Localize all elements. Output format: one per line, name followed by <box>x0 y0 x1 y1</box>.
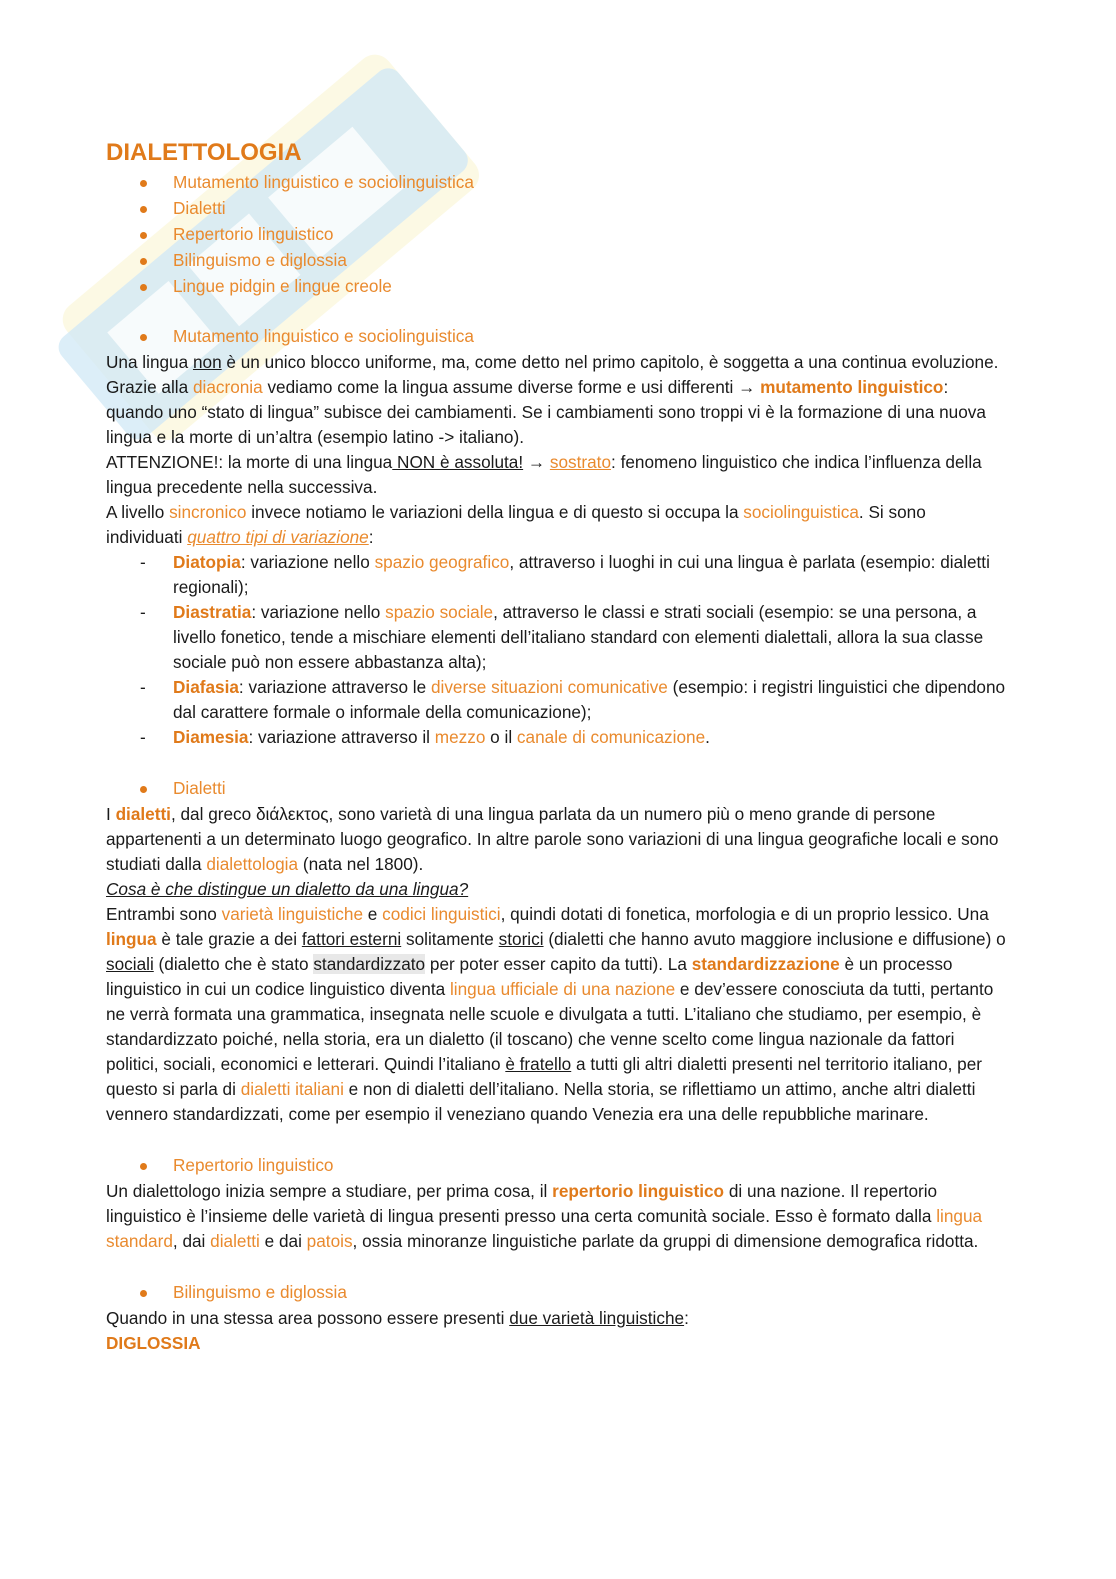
section-heading-mutamento: Mutamento linguistico e sociolinguistica <box>106 324 1006 350</box>
bullet-icon <box>140 284 147 291</box>
arrow-right-icon: → <box>738 377 756 397</box>
document-page <box>106 132 1006 1356</box>
bullet-icon <box>140 232 147 239</box>
toc-item[interactable]: Repertorio linguistico <box>106 222 1006 248</box>
bullet-icon <box>140 1163 147 1170</box>
paragraph: A livello sincronico invece notiamo le variazioni della lingua e di questo si occupa la sociolinguistica. Si sono individuati quattro tipi di variazione: <box>106 502 926 547</box>
table-of-contents <box>106 170 1006 300</box>
paragraph: Grazie alla diacronia vediamo come la lingua assume diverse forme e usi differenti → mutamento linguistico: quando uno “stato di lingua” subisce dei cambiamenti. Se i cambiamenti sono troppi vi è la formazione di una nuova lingua e la morte di un’altra (esempio latino -> italiano). <box>106 377 986 447</box>
paragraph: Una lingua non è un unico blocco uniforme, ma, come detto nel primo capitolo, è soggetta a una continua evoluzione. <box>106 352 999 372</box>
bullet-icon <box>140 786 147 793</box>
document-title: DIALETTOLOGIA <box>106 139 302 166</box>
toc-item[interactable]: Bilinguismo e diglossia <box>106 248 1006 274</box>
section-heading-bilinguismo: Bilinguismo e diglossia <box>106 1280 1006 1306</box>
toc-item[interactable]: Mutamento linguistico e sociolinguistica <box>106 170 1006 196</box>
bullet-icon <box>140 258 147 265</box>
bullet-icon <box>140 1290 147 1297</box>
paragraph: Un dialettologo inizia sempre a studiare, per prima cosa, il repertorio linguistico di una nazione. Il repertorio linguistico è l’insieme delle varietà di lingua presenti presso una certa comunità sociale. Esso è formato dalla lingua standard, dai dialetti e dai patois, ossia minoranze linguistiche parlate da gruppi di dimensione demografica ridotta. <box>106 1181 983 1251</box>
subheading-diglossia: DIGLOSSIA <box>106 1333 201 1353</box>
list-item-diastratia: - Diastratia: variazione nello spazio sociale, attraverso le classi e strati sociali (esempio: se una persona, a livello fonetico, tende a mischiare elementi dell’italiano standard con elementi dialettali, allora la sua classe sociale può non essere abbastanza alta); <box>140 602 984 672</box>
paragraph: Quando in una stessa area possono essere presenti due varietà linguistiche: <box>106 1308 689 1328</box>
paragraph: ATTENZIONE!: la morte di una lingua NON è assoluta! → sostrato: fenomeno linguistico che indica l’influenza della lingua precedente nella successiva. <box>106 452 982 497</box>
bullet-icon <box>140 334 147 341</box>
section-heading-dialetti: Dialetti <box>106 776 1006 802</box>
list-item-diafasia: - Diafasia: variazione attraverso le diverse situazioni comunicative (esempio: i registri linguistici che dipendono dal carattere formale o informale della comunicazione); <box>140 677 1006 722</box>
list-item-diatopia: - Diatopia: variazione nello spazio geografico, attraverso i luoghi in cui una lingua è parlata (esempio: dialetti regionali); <box>140 552 990 597</box>
arrow-right-icon: → <box>523 452 550 472</box>
toc-item[interactable]: Lingue pidgin e lingue creole <box>106 274 1006 300</box>
toc-item[interactable]: Dialetti <box>106 196 1006 222</box>
bullet-icon <box>140 180 147 187</box>
paragraph: Entrambi sono varietà linguistiche e codici linguistici, quindi dotati di fonetica, morfologia e di un proprio lessico. Una lingua è tale grazie a dei fattori esterni solitamente storici (dialetti che hanno avuto maggiore inclusione e diffusione) o sociali (dialetto che è stato standardizzato per poter esser capito da tutti). La standardizzazione è un processo linguistico in cui un codice linguistico diventa lingua ufficiale di una nazione e dev’essere conosciuta da tutti, pertanto ne verrà formata una grammatica, insegnata nelle scuole e divulgata a tutti. L’italiano che studiamo, per esempio, è standardizzato poiché, nella storia, era un dialetto (il toscano) che venne scelto come lingua nazionale da fattori politici, sociali, economici e letterari. Quindi l’italiano è fratello a tutti gli altri dialetti presenti nel territorio italiano, per questo si parla di dialetti italiani e non di dialetti dell’italiano. Nella storia, se riflettiamo un attimo, anche altri dialetti vennero standardizzati, come per esempio il veneziano quando Venezia era una delle repubbliche marinare. <box>106 904 1006 1124</box>
list-item-diamesia: - Diamesia: variazione attraverso il mezzo o il canale di comunicazione. <box>140 727 710 747</box>
bullet-icon <box>140 206 147 213</box>
section-heading-repertorio: Repertorio linguistico <box>106 1153 1006 1179</box>
question-line: Cosa è che distingue un dialetto da una lingua? <box>106 879 469 899</box>
paragraph: I dialetti, dal greco διάλεκτος, sono varietà di una lingua parlata da un numero più o meno grande di persone appartenenti a un determinato luogo geografico. In altre parole sono variazioni di una lingua geografiche locali e sono studiati dalla dialettologia (nata nel 1800). <box>106 804 999 874</box>
